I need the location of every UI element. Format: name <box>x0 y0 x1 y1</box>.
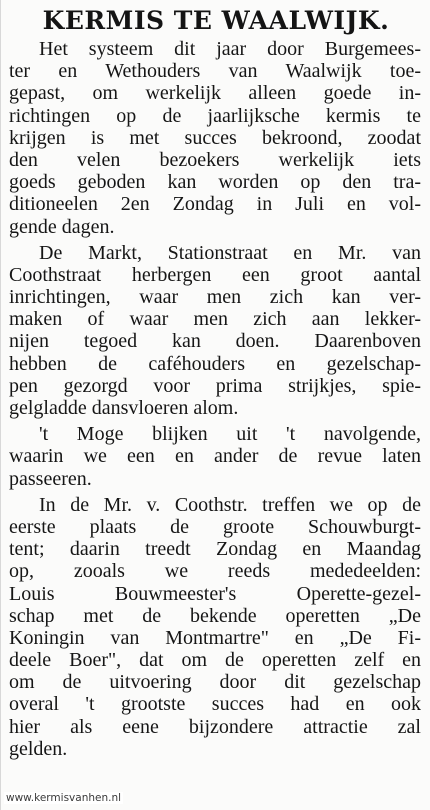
text-line: gelgladde dansvloeren alom. <box>9 397 239 419</box>
text-line: Louis Bouwmeester's Operette-gezel- <box>9 582 421 605</box>
text-line: In de Mr. v. Coothstr. treffen we op de <box>39 493 421 516</box>
paragraph-3 <box>9 423 421 490</box>
text-line: ter en Wethouders van Waalwijk toe- <box>9 60 421 83</box>
text-line: gelden. <box>9 737 68 760</box>
text-line: nijen tegoed kan doen. Daarenboven <box>9 330 421 353</box>
text-line: om de uitvoering door dit gezelschap <box>9 671 421 694</box>
text-line: Coothstraat herbergen een groot aantal <box>9 263 421 286</box>
source-watermark: www.kermisvanhen.nl <box>6 792 122 804</box>
text-line: passeeren. <box>9 467 92 490</box>
text-line: Koningin van Montmartre" en „De Fi- <box>9 626 421 649</box>
text-line: maken of waar men zich aan lekker- <box>9 308 421 331</box>
text-line: hier als eene bijzondere attractie zal <box>9 715 421 738</box>
text-line: eerste plaats de groote Schouwburgt- <box>9 515 421 538</box>
article-headline: KERMIS TE WAALWIJK. <box>42 6 390 35</box>
article-body <box>9 38 421 764</box>
text-line: hebben de caféhouders en gezelschap- <box>9 352 421 375</box>
text-line: 't Moge blijken uit 't navolgende, <box>39 423 421 446</box>
text-line: inrichtingen, waar men zich kan ver- <box>9 286 421 309</box>
text-line: schap met de bekende operetten „De <box>9 604 421 627</box>
text-line: den velen bezoekers werkelijk iets <box>9 148 421 171</box>
text-line: ditioneelen 2en Zondag in Juli en vol- <box>9 193 421 216</box>
text-line: deele Boer", dat om de operetten zelf en <box>9 649 421 672</box>
text-line: waarin we een en ander de revue laten <box>9 445 421 468</box>
text-line: goeds geboden kan worden op den tra- <box>9 171 421 194</box>
paragraph-4 <box>9 494 421 760</box>
text-line: Het systeem dit jaar door Burgemees- <box>39 38 421 60</box>
paragraph-1 <box>9 38 421 238</box>
text-line: pen gezorgd voor prima strijkjes, spie- <box>9 374 421 397</box>
text-line: overal 't grootste succes had en ook <box>9 693 421 716</box>
text-line: krijgen is met succes bekroond, zoodat <box>9 126 421 149</box>
paragraph-2 <box>9 242 421 420</box>
text-line: richtingen op de jaarlijksche kermis te <box>9 104 421 127</box>
text-line: gepast, om werkelijk alleen goede in- <box>9 82 421 105</box>
text-line: gende dagen. <box>9 215 115 238</box>
text-line: op, zooals we reeds mededeelden: <box>9 560 421 583</box>
text-line: tent; daarin treedt Zondag en Maandag <box>9 538 421 561</box>
text-line: De Markt, Stationstraat en Mr. van <box>39 241 421 264</box>
